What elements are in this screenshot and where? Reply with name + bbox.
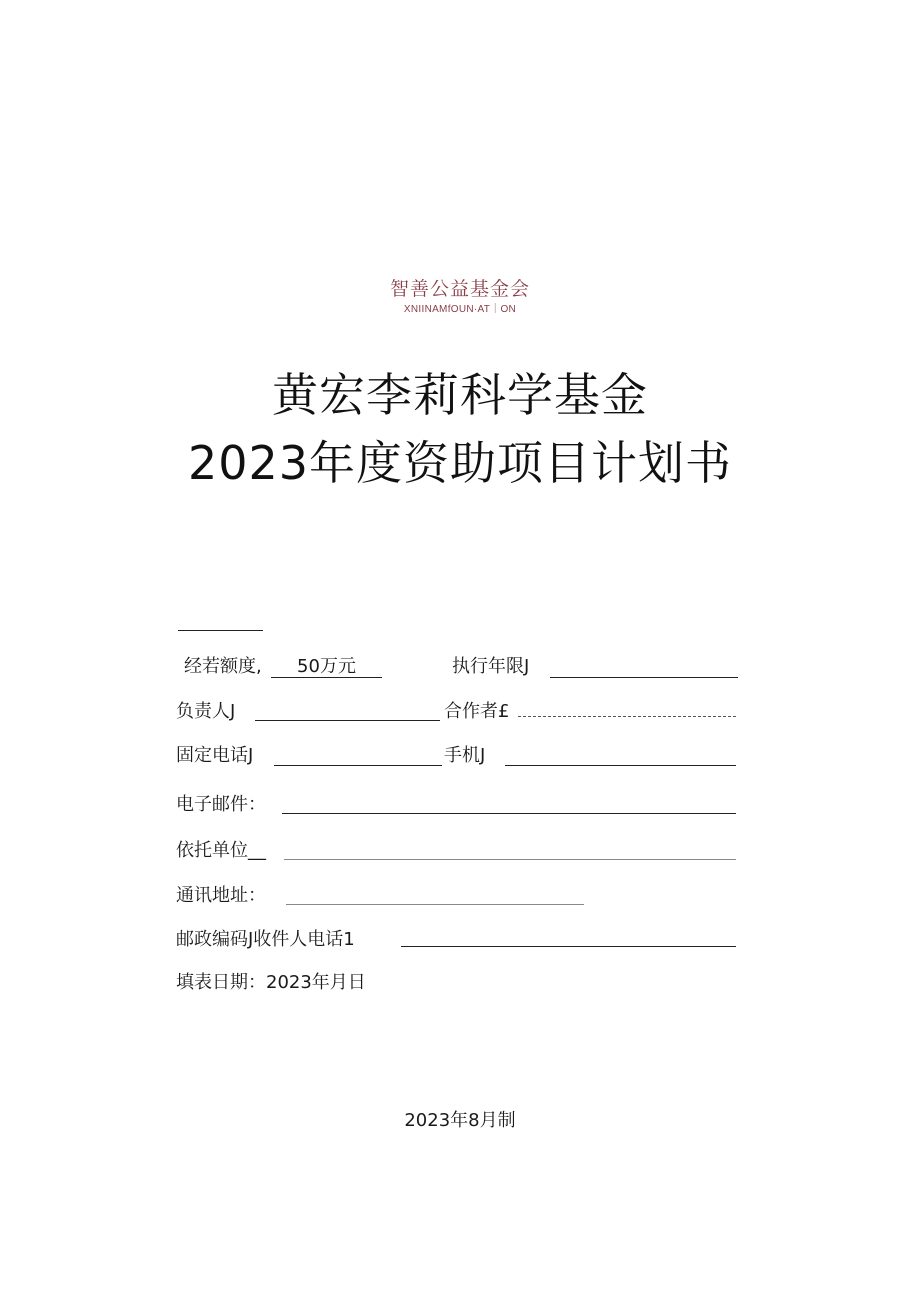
document-title-line2: 2023年度资助项目计划书 bbox=[187, 436, 733, 490]
mobile-phone-field[interactable] bbox=[505, 765, 736, 766]
mailing-address-label: 通讯地址： bbox=[176, 885, 266, 906]
email-label: 电子邮件： bbox=[176, 794, 266, 815]
execution-period-field[interactable] bbox=[550, 677, 738, 678]
landline-phone-field[interactable] bbox=[274, 765, 442, 766]
foundation-logo-name: 智善公益基金会 bbox=[389, 278, 530, 300]
funding-amount-underline bbox=[271, 677, 382, 678]
collaborator-field[interactable] bbox=[518, 716, 736, 717]
recipient-phone-field[interactable] bbox=[401, 946, 736, 947]
email-field[interactable] bbox=[282, 813, 736, 814]
fill-date-label: 填表日期：2023年月日 bbox=[176, 972, 366, 993]
execution-period-label: 执行年限J bbox=[452, 656, 530, 677]
project-leader-label: 负责人J bbox=[176, 701, 236, 722]
institution-label: 依托单位__ bbox=[176, 840, 266, 861]
document-title-line1: 黄宏李莉科学基金 bbox=[272, 368, 648, 422]
funding-amount-value: 50万元 bbox=[297, 656, 356, 677]
mobile-phone-label: 手机J bbox=[444, 745, 486, 766]
mailing-address-field[interactable] bbox=[286, 904, 584, 905]
foundation-logo-english: XNIINAMfOUN·AT｜ON bbox=[403, 304, 517, 315]
institution-field[interactable] bbox=[284, 859, 736, 860]
collaborator-label: 合作者£ bbox=[444, 701, 510, 722]
issued-date: 2023年8月制 bbox=[404, 1110, 516, 1131]
landline-phone-label: 固定电话J bbox=[176, 745, 254, 766]
funding-amount-label: 经若额度, bbox=[184, 656, 262, 677]
project-leader-field[interactable] bbox=[255, 720, 440, 721]
postal-code-label: 邮政编码J收件人电话1 bbox=[176, 929, 355, 950]
project-name-line bbox=[178, 630, 263, 631]
